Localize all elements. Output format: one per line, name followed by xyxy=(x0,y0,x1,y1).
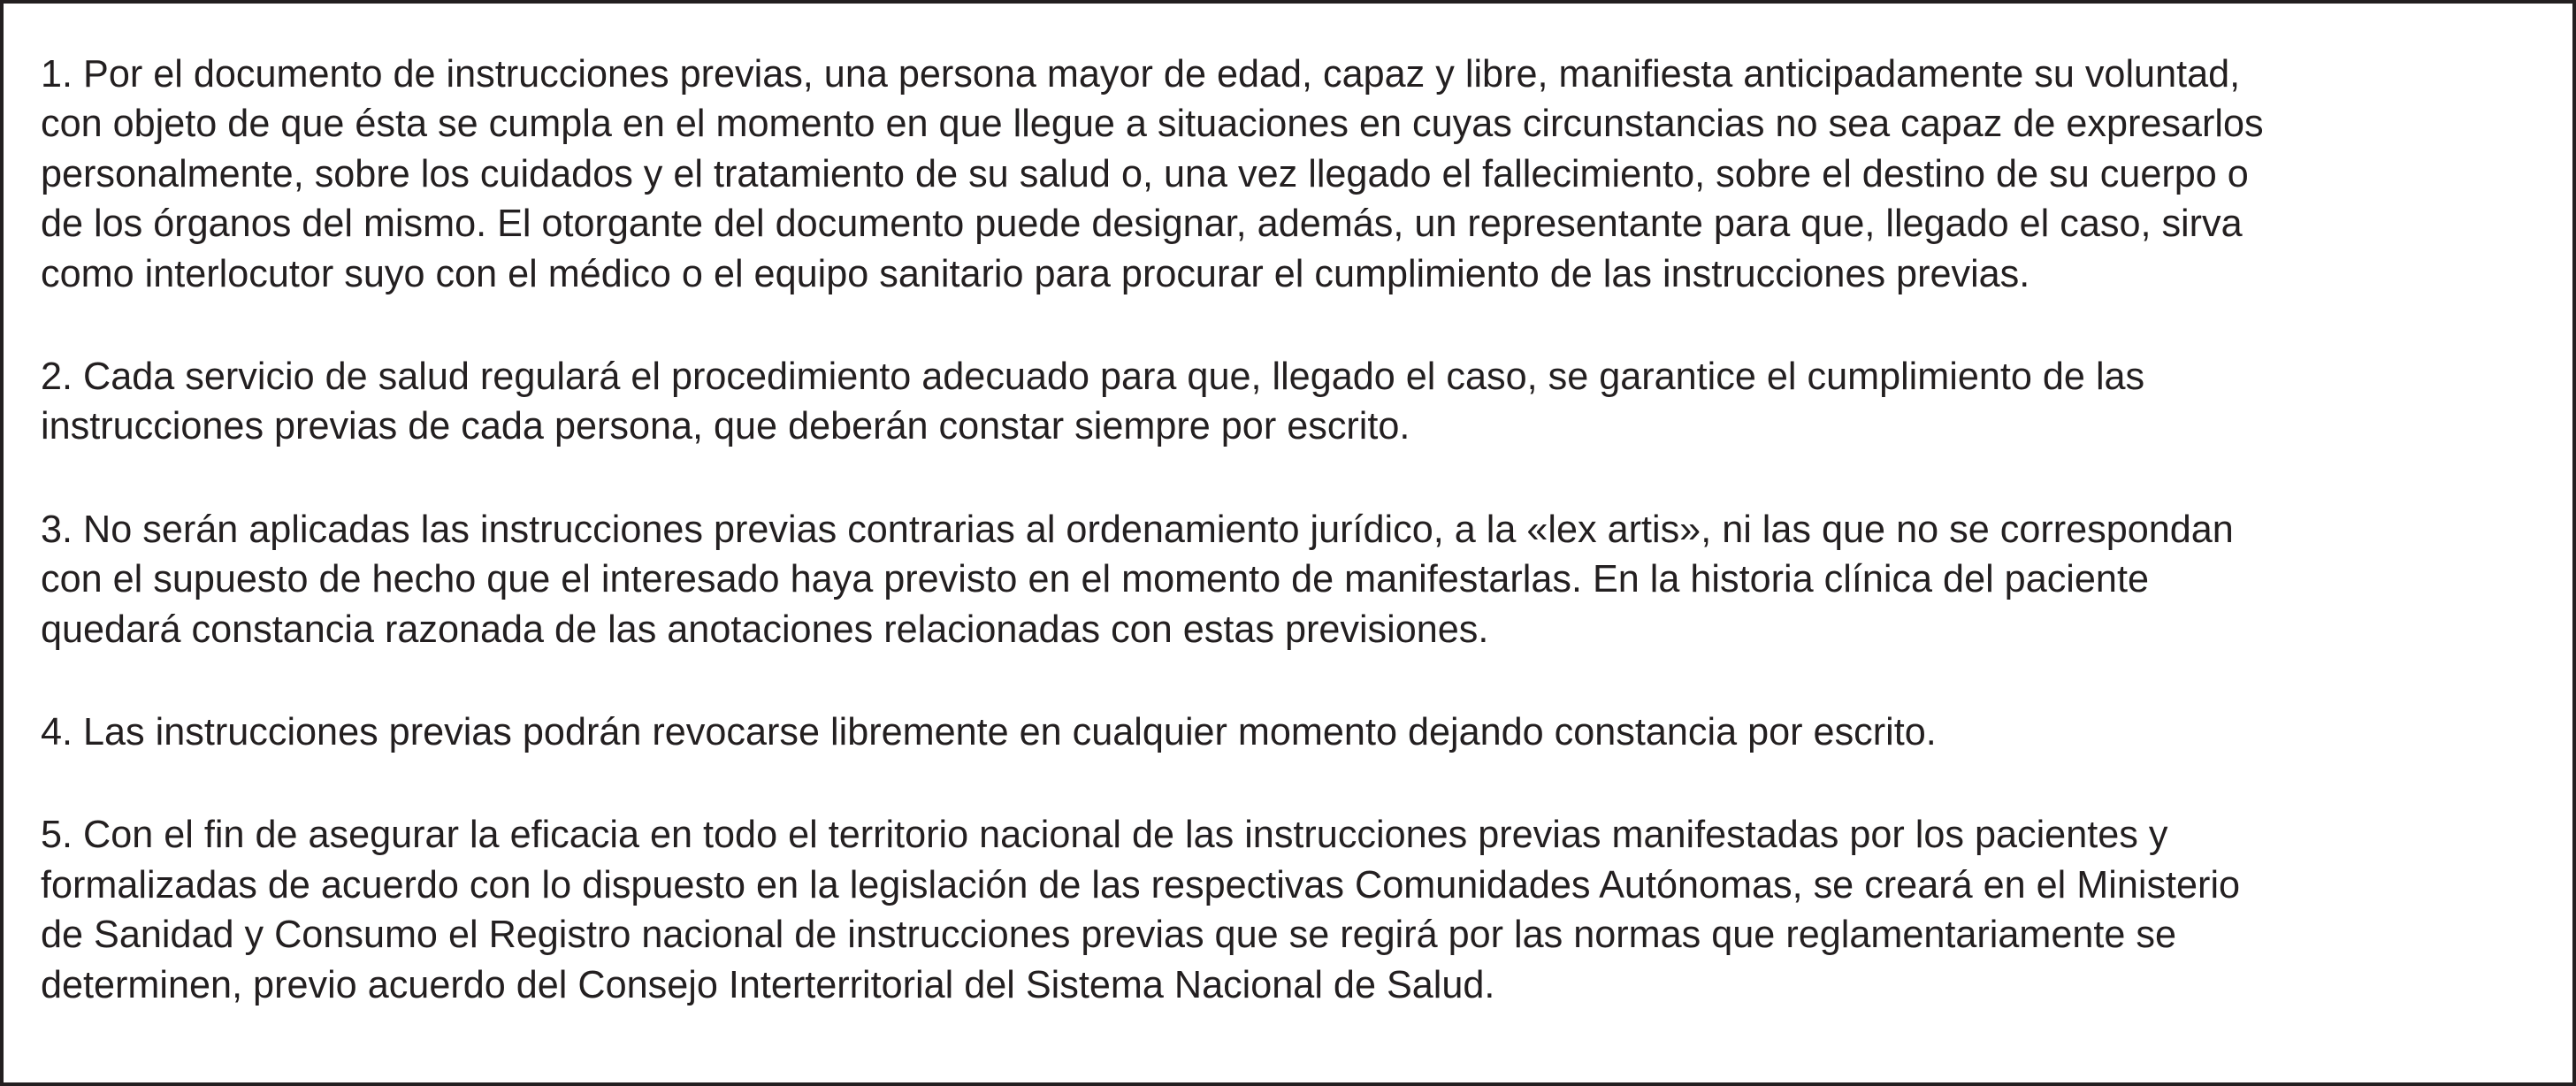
paragraph-3: 3. No serán aplicadas las instrucciones previas contrarias al ordenamiento jurídico, a la «lex artis», ni las que no se correspondan con el supuesto de hecho que el interesado haya previsto en el momento de manifestarlas. En la historia clínica del paciente quedará constancia razonada de las anotaciones relacionadas con estas previsiones. xyxy=(41,508,2234,651)
paragraph-2: 2. Cada servicio de salud regulará el procedimiento adecuado para que, llegado el caso, se garantice el cumplimiento de las instrucciones previas de cada persona, que deberán constar siempre por escrito. xyxy=(41,356,2145,448)
paragraph-4: 4. Las instrucciones previas podrán revocarse libremente en cualquier momento dejando constancia por escrito. xyxy=(41,711,1937,754)
paragraph-5: 5. Con el fin de asegurar la eficacia en todo el territorio nacional de las instrucciones previas manifestadas por los pacientes y formalizadas de acuerdo con lo dispuesto en la legislación de las respectivas Comunidades Autónomas, se creará en el Ministerio de Sanidad y Consumo el Registro nacional de instrucciones previas que se regirá por las normas que reglamentariamente se determinen, previo acuerdo del Consejo Interterritorial del Sistema Nacional de Salud. xyxy=(41,814,2241,1006)
paragraph-1: 1. Por el documento de instrucciones previas, una persona mayor de edad, capaz y libre, manifiesta anticipadamente su voluntad, con objeto de que ésta se cumpla en el momento en que llegue a situaciones en cuyas circunstancias no sea capaz de expresarlos personalmente, sobre los cuidados y el tratamiento de su salud o, una vez llegado el fallecimiento, sobre el destino de su cuerpo o de los órganos del mismo. El otorgante del documento puede designar, además, un representante para que, llegado el caso, sirva como interlocutor suyo con el médico o el equipo sanitario para procurar el cumplimiento de las instrucciones previas. xyxy=(41,53,2264,295)
document-body xyxy=(41,50,2552,1010)
